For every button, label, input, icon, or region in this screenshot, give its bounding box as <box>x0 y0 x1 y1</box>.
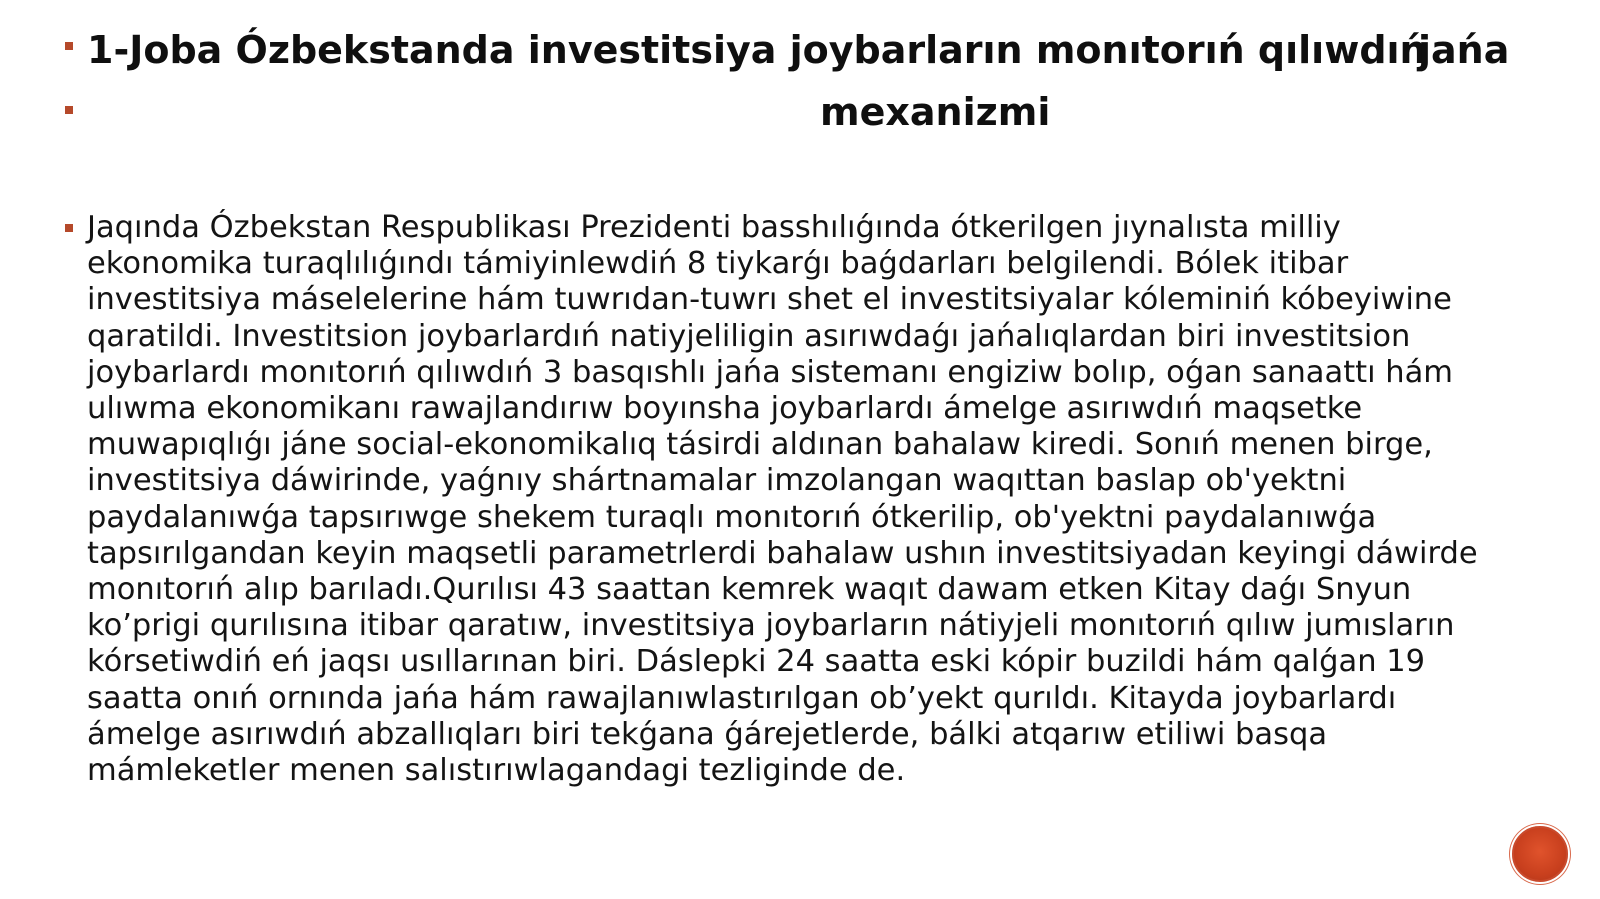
slide-title-line2: mexanizmi <box>820 90 1051 134</box>
next-slide-circle-icon[interactable] <box>1512 826 1568 882</box>
slide-title-line1-end: jańa <box>1418 28 1510 72</box>
slide-body-text: Jaqında Ózbekstan Respublikası Prezidenti basshılıǵında ótkerilgen jıynalısta milliy ekonomika turaqlılıǵındı támiyinlewdiń 8 tiykarǵı baǵdarları belgilendi. Bólek itibar investitsiya máselelerine hám tuwrıdan-tuwrı shet el investitsiyalar kóleminiń kóbeyiwine qaratildi. Investitsion joybarlardıń natiyjeliligin asırıwdaǵı jańalıqlardan biri investitsion joybarlardı monıtorıń qılıwdıń 3 basqıshlı jańa sistemanı engiziw bolıp, oǵan sanaattı hám ulıwma ekonomikanı rawajlandırıw boyınsha joybarlardı ámelge asırıwdıń maqsetke muwapıqlıǵı jáne social-ekonomikalıq tásirdi aldınan bahalaw kiredi. Sonıń menen birge, investitsiya dáwirinde, yaǵnıy shártnamalar imzolangan waqıttan baslap ob'yektni paydalanıwǵa tapsırıwge shekem turaqlı monıtorıń ótkerilip, ob'yektni paydalanıwǵa tapsırılgandan keyin maqsetli parametrlerdi bahalaw ushın investitsiyadan keyingi dáwirde monıtorıń alıp barıladı.Qurılısı 43 saattan kemrek waqıt dawam etken Kitay daǵı Snyun ko’prigi qurılısına itibar qaratıw, investitsiya joybarların nátiyjeli monıtorıń qılıw jumısların kórsetiwdiń eń jaqsı usıllarınan biri. Dáslepki 24 saatta eski kópir buzildi hám qalǵan 19 saatta onıń ornında jańa hám rawajlanıwlastırılgan ob’yekt qurıldı. Kitayda joybarlardı ámelge asırıwdıń abzallıqları biri tekǵana ǵárejetlerde, bálki atqarıw etiliwi basqa mámleketler menen salıstırıwlagandagi tezliginde de. <box>87 210 1478 789</box>
square-bullet-icon <box>65 42 73 50</box>
square-bullet-icon <box>65 224 73 232</box>
slide-title-line1: 1-Joba Ózbekstanda investitsiya joybarların monıtorıń qılıwdıń <box>87 28 1427 72</box>
square-bullet-icon <box>65 106 73 114</box>
